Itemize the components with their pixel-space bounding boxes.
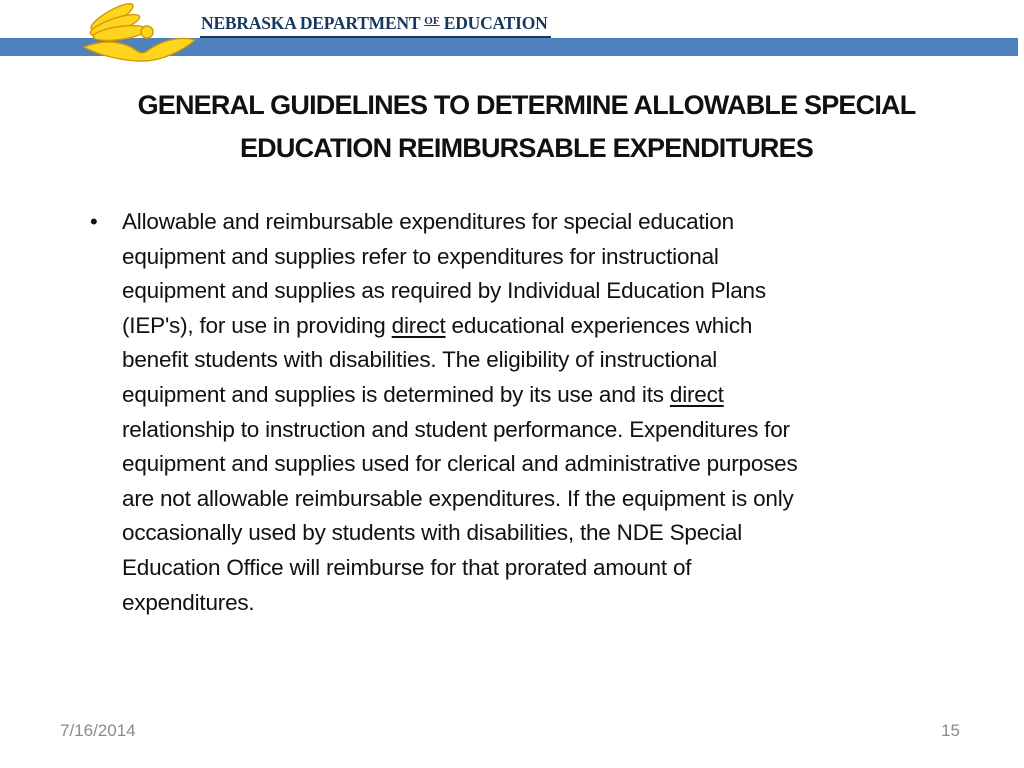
body-line [122,447,970,482]
body-line [122,482,970,517]
bullet-point-icon: • [90,209,98,234]
body-text-segment: are not allowable reimbursable expenditures. If the equipment is only [122,485,794,511]
body-text-segment: (IEP's), for use in providing [122,312,392,338]
body-line [122,309,970,344]
bullet-paragraph [90,205,970,620]
body-text-segment: equipment and supplies as required by Individual Education Plans [122,278,766,304]
body-line [122,516,970,551]
body-text-segment: benefit students with disabilities. The eligibility of instructional [122,347,718,373]
body-line [122,551,970,586]
body-text-segment: Education Office will reimburse for that prorated amount of [122,554,692,580]
body-line [122,378,970,413]
body-line [122,205,970,240]
org-name [200,13,551,38]
body-text-segment: expenditures. [122,589,255,615]
org-name-part1: NEBRASKA DEPARTMENT [201,13,421,33]
body-text-segment: equipment and supplies used for clerical and administrative purposes [122,451,798,477]
slide-title [78,84,975,170]
body-line [122,586,970,621]
body-text-segment: educational experiences which [445,312,753,338]
underlined-term: direct [391,312,446,338]
body-text-segment: Allowable and reimbursable expenditures for special education [122,209,734,234]
body-line [122,413,970,448]
footer-page-number: 15 [941,721,960,740]
body-line [122,274,970,309]
body-text-segment: equipment and supplies refer to expenditures for instructional [122,243,719,269]
underlined-term: direct [669,381,724,407]
footer-date: 7/16/2014 [60,721,136,740]
slide-title-line: GENERAL GUIDELINES TO DETERMINE ALLOWABLE SPECIAL [137,90,916,120]
nde-book-bird-logo-icon [82,2,198,66]
slide-title-line: EDUCATION REIMBURSABLE EXPENDITURES [239,133,814,163]
body-line [122,240,970,275]
body-line [122,343,970,378]
body-text-segment: occasionally used by students with disabilities, the NDE Special [122,520,743,546]
org-name-part2: EDUCATION [443,13,548,33]
body-text-segment: equipment and supplies is determined by its use and its [122,381,670,407]
org-name-of: OF [424,15,440,27]
body-text-segment: relationship to instruction and student performance. Expenditures for [122,416,790,442]
bullet-paragraph-lines [90,205,970,620]
